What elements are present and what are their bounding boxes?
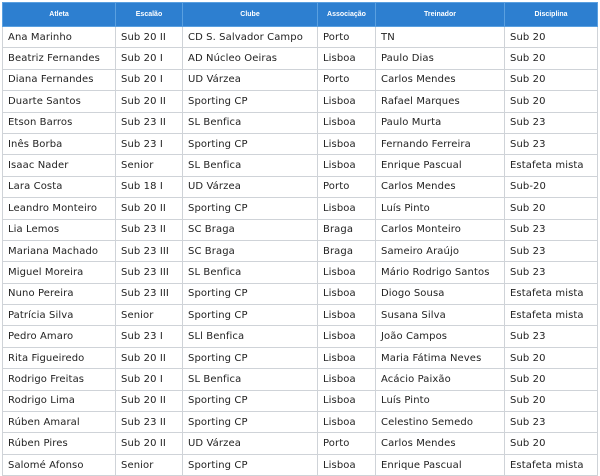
cell-atleta: Leandro Monteiro bbox=[3, 198, 116, 219]
cell-clube: Sporting CP bbox=[183, 412, 318, 433]
cell-associacao: Lisboa bbox=[318, 412, 376, 433]
cell-escalao: Sub 23 III bbox=[116, 283, 183, 304]
header-atleta[interactable]: Atleta bbox=[3, 3, 116, 27]
cell-treinador: Paulo Dias bbox=[376, 48, 505, 69]
cell-clube: UD Várzea bbox=[183, 176, 318, 197]
cell-clube: Sporting CP bbox=[183, 347, 318, 368]
cell-clube: SL Benfica bbox=[183, 369, 318, 390]
cell-clube: UD Várzea bbox=[183, 433, 318, 454]
cell-escalao: Sub 23 III bbox=[116, 240, 183, 261]
cell-atleta: Duarte Santos bbox=[3, 91, 116, 112]
cell-disciplina: Estafeta mista bbox=[505, 155, 598, 176]
cell-clube: SLl Benfica bbox=[183, 326, 318, 347]
cell-disciplina: Estafeta mista bbox=[505, 305, 598, 326]
cell-atleta: Salomé Afonso bbox=[3, 454, 116, 475]
header-clube[interactable]: Clube bbox=[183, 3, 318, 27]
table-row[interactable] bbox=[3, 305, 598, 326]
cell-associacao: Lisboa bbox=[318, 48, 376, 69]
cell-associacao: Porto bbox=[318, 433, 376, 454]
cell-treinador: João Campos bbox=[376, 326, 505, 347]
header-disciplina[interactable]: Disciplina bbox=[505, 3, 598, 27]
cell-treinador: Maria Fátima Neves bbox=[376, 347, 505, 368]
cell-escalao: Sub 20 II bbox=[116, 390, 183, 411]
table-row[interactable] bbox=[3, 326, 598, 347]
cell-clube: Sporting CP bbox=[183, 454, 318, 475]
cell-treinador: Paulo Murta bbox=[376, 112, 505, 133]
table-row[interactable] bbox=[3, 412, 598, 433]
cell-disciplina: Sub 20 bbox=[505, 69, 598, 90]
cell-disciplina: Sub-20 bbox=[505, 176, 598, 197]
cell-escalao: Sub 23 II bbox=[116, 112, 183, 133]
cell-treinador: Luís Pinto bbox=[376, 390, 505, 411]
table-row[interactable] bbox=[3, 48, 598, 69]
cell-atleta: Mariana Machado bbox=[3, 240, 116, 261]
cell-atleta: Rúben Pires bbox=[3, 433, 116, 454]
cell-atleta: Rúben Amaral bbox=[3, 412, 116, 433]
table-row[interactable] bbox=[3, 390, 598, 411]
cell-escalao: Senior bbox=[116, 155, 183, 176]
cell-clube: SL Benfica bbox=[183, 155, 318, 176]
cell-escalao: Sub 23 II bbox=[116, 219, 183, 240]
cell-disciplina: Sub 23 bbox=[505, 133, 598, 154]
athletes-table-container bbox=[2, 2, 597, 476]
cell-disciplina: Estafeta mista bbox=[505, 283, 598, 304]
table-row[interactable] bbox=[3, 91, 598, 112]
table-row[interactable] bbox=[3, 69, 598, 90]
cell-escalao: Sub 23 II bbox=[116, 412, 183, 433]
cell-disciplina: Sub 20 bbox=[505, 369, 598, 390]
cell-clube: Sporting CP bbox=[183, 305, 318, 326]
cell-disciplina: Sub 20 bbox=[505, 48, 598, 69]
cell-disciplina: Sub 23 bbox=[505, 262, 598, 283]
cell-escalao: Sub 18 I bbox=[116, 176, 183, 197]
cell-disciplina: Sub 23 bbox=[505, 240, 598, 261]
cell-treinador: Fernando Ferreira bbox=[376, 133, 505, 154]
cell-treinador: Acácio Paixão bbox=[376, 369, 505, 390]
cell-clube: Sporting CP bbox=[183, 133, 318, 154]
cell-associacao: Lisboa bbox=[318, 262, 376, 283]
cell-atleta: Patrícia Silva bbox=[3, 305, 116, 326]
cell-atleta: Lara Costa bbox=[3, 176, 116, 197]
cell-escalao: Senior bbox=[116, 454, 183, 475]
cell-associacao: Porto bbox=[318, 176, 376, 197]
cell-associacao: Lisboa bbox=[318, 198, 376, 219]
cell-clube: Sporting CP bbox=[183, 91, 318, 112]
cell-associacao: Lisboa bbox=[318, 390, 376, 411]
cell-atleta: Nuno Pereira bbox=[3, 283, 116, 304]
cell-escalao: Sub 20 II bbox=[116, 433, 183, 454]
cell-treinador: Carlos Mendes bbox=[376, 176, 505, 197]
cell-treinador: Enrique Pascual bbox=[376, 454, 505, 475]
cell-clube: UD Várzea bbox=[183, 69, 318, 90]
cell-escalao: Sub 23 I bbox=[116, 133, 183, 154]
cell-associacao: Lisboa bbox=[318, 305, 376, 326]
cell-clube: AD Núcleo Oeiras bbox=[183, 48, 318, 69]
cell-clube: Sporting CP bbox=[183, 283, 318, 304]
cell-clube: Sporting CP bbox=[183, 390, 318, 411]
cell-disciplina: Sub 20 bbox=[505, 91, 598, 112]
cell-treinador: Mário Rodrigo Santos bbox=[376, 262, 505, 283]
cell-escalao: Sub 20 II bbox=[116, 198, 183, 219]
cell-escalao: Sub 20 II bbox=[116, 27, 183, 48]
cell-atleta: Etson Barros bbox=[3, 112, 116, 133]
cell-disciplina: Sub 20 bbox=[505, 198, 598, 219]
cell-associacao: Porto bbox=[318, 27, 376, 48]
cell-atleta: Rita Figueiredo bbox=[3, 347, 116, 368]
cell-associacao: Porto bbox=[318, 69, 376, 90]
cell-treinador: Rafael Marques bbox=[376, 91, 505, 112]
cell-disciplina: Sub 20 bbox=[505, 390, 598, 411]
cell-clube: SL Benfica bbox=[183, 112, 318, 133]
table-row[interactable] bbox=[3, 347, 598, 368]
table-row[interactable] bbox=[3, 240, 598, 261]
cell-treinador: Sameiro Araújo bbox=[376, 240, 505, 261]
cell-associacao: Lisboa bbox=[318, 283, 376, 304]
cell-treinador: Diogo Sousa bbox=[376, 283, 505, 304]
cell-escalao: Sub 20 I bbox=[116, 48, 183, 69]
cell-clube: SC Braga bbox=[183, 219, 318, 240]
cell-disciplina: Sub 20 bbox=[505, 433, 598, 454]
header-treinador[interactable]: Treinador bbox=[376, 3, 505, 27]
cell-atleta: Beatriz Fernandes bbox=[3, 48, 116, 69]
table-row[interactable] bbox=[3, 262, 598, 283]
cell-escalao: Sub 20 II bbox=[116, 91, 183, 112]
cell-atleta: Isaac Nader bbox=[3, 155, 116, 176]
table-row[interactable] bbox=[3, 369, 598, 390]
table-row[interactable] bbox=[3, 219, 598, 240]
cell-clube: SC Braga bbox=[183, 240, 318, 261]
cell-atleta: Ana Marinho bbox=[3, 27, 116, 48]
table-header bbox=[3, 3, 598, 27]
cell-treinador: TN bbox=[376, 27, 505, 48]
cell-treinador: Luís Pinto bbox=[376, 198, 505, 219]
cell-associacao: Lisboa bbox=[318, 112, 376, 133]
cell-escalao: Sub 20 I bbox=[116, 369, 183, 390]
cell-atleta: Miguel Moreira bbox=[3, 262, 116, 283]
cell-treinador: Celestino Semedo bbox=[376, 412, 505, 433]
header-escalao[interactable]: Escalão bbox=[116, 3, 183, 27]
cell-associacao: Lisboa bbox=[318, 326, 376, 347]
cell-disciplina: Sub 20 bbox=[505, 347, 598, 368]
cell-disciplina: Sub 23 bbox=[505, 326, 598, 347]
table-row[interactable] bbox=[3, 133, 598, 154]
cell-escalao: Sub 23 III bbox=[116, 262, 183, 283]
table-row[interactable] bbox=[3, 176, 598, 197]
table-row[interactable] bbox=[3, 155, 598, 176]
cell-disciplina: Sub 20 bbox=[505, 27, 598, 48]
cell-atleta: Inês Borba bbox=[3, 133, 116, 154]
cell-clube: Sporting CP bbox=[183, 198, 318, 219]
header-row bbox=[3, 3, 598, 27]
table-body bbox=[3, 27, 598, 476]
cell-disciplina: Sub 23 bbox=[505, 112, 598, 133]
header-associacao[interactable]: Associação bbox=[318, 3, 376, 27]
table-row[interactable] bbox=[3, 454, 598, 475]
cell-atleta: Diana Fernandes bbox=[3, 69, 116, 90]
cell-atleta: Lia Lemos bbox=[3, 219, 116, 240]
table-row[interactable] bbox=[3, 112, 598, 133]
table-row[interactable] bbox=[3, 433, 598, 454]
cell-associacao: Braga bbox=[318, 219, 376, 240]
cell-clube: SL Benfica bbox=[183, 262, 318, 283]
cell-atleta: Rodrigo Lima bbox=[3, 390, 116, 411]
cell-treinador: Carlos Mendes bbox=[376, 433, 505, 454]
cell-atleta: Rodrigo Freitas bbox=[3, 369, 116, 390]
cell-treinador: Carlos Monteiro bbox=[376, 219, 505, 240]
cell-associacao: Braga bbox=[318, 240, 376, 261]
cell-escalao: Sub 20 II bbox=[116, 347, 183, 368]
table-row[interactable] bbox=[3, 198, 598, 219]
cell-escalao: Sub 20 I bbox=[116, 69, 183, 90]
cell-associacao: Lisboa bbox=[318, 454, 376, 475]
athletes-table bbox=[2, 2, 598, 476]
cell-disciplina: Sub 23 bbox=[505, 412, 598, 433]
table-row[interactable] bbox=[3, 27, 598, 48]
cell-associacao: Lisboa bbox=[318, 155, 376, 176]
cell-atleta: Pedro Amaro bbox=[3, 326, 116, 347]
cell-escalao: Senior bbox=[116, 305, 183, 326]
cell-clube: CD S. Salvador Campo bbox=[183, 27, 318, 48]
cell-treinador: Carlos Mendes bbox=[376, 69, 505, 90]
cell-escalao: Sub 23 I bbox=[116, 326, 183, 347]
cell-associacao: Lisboa bbox=[318, 369, 376, 390]
table-row[interactable] bbox=[3, 283, 598, 304]
cell-disciplina: Estafeta mista bbox=[505, 454, 598, 475]
cell-treinador: Enrique Pascual bbox=[376, 155, 505, 176]
cell-associacao: Lisboa bbox=[318, 91, 376, 112]
cell-treinador: Susana Silva bbox=[376, 305, 505, 326]
cell-associacao: Lisboa bbox=[318, 133, 376, 154]
cell-disciplina: Sub 23 bbox=[505, 219, 598, 240]
cell-associacao: Lisboa bbox=[318, 347, 376, 368]
